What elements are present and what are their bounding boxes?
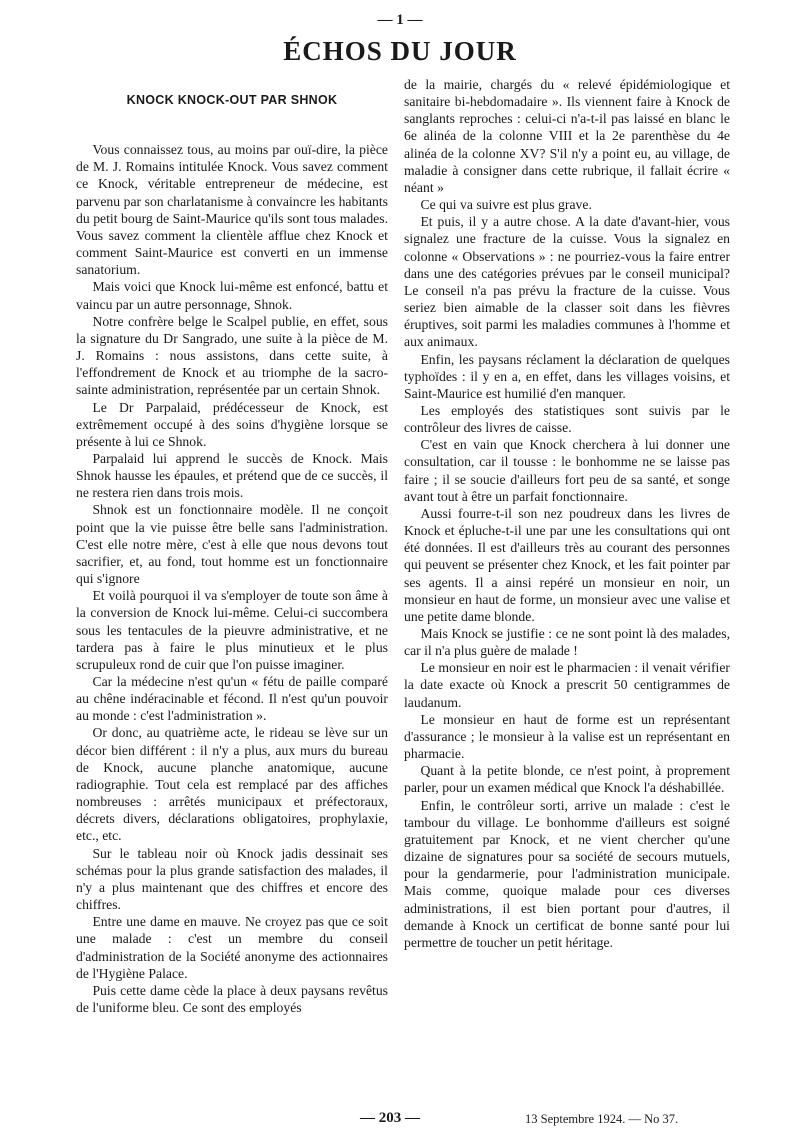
- paragraph: Parpalaid lui apprend le succès de Knock. Mais Shnok hausse les épaules, et prétend que de ce succès, il ne restera rien dans trois mois.: [76, 450, 388, 501]
- paragraph: Entre une dame en mauve. Ne croyez pas que ce soit une malade : c'est un membre du conseil d'administration de la Société anonyme des actionnaires de l'Hygiène Palace.: [76, 914, 388, 981]
- paragraph: Notre confrère belge le Scalpel publie, en effet, sous la signature du Dr Sangrado, une suite à la pièce de M. J. Romains : nous assistons, dans cette suite, à l'effondrement de Knock et au triomphe de la sacro-sainte administration, représentée par un certain Shnok.: [76, 313, 388, 398]
- paragraph: Car la médecine n'est qu'un « fétu de paille comparé au chêne indéracinable et fécond. Il n'est qu'un pouvoir au monde : c'est l'administration ».: [76, 674, 388, 724]
- footer-page-number: — 203 —: [360, 1110, 420, 1126]
- paragraph: Le monsieur en noir est le pharmacien : il venait vérifier la date exacte où Knock a prescrit 50 centigrammes de laudanum.: [404, 660, 730, 710]
- paragraph: Shnok est un fonctionnaire modèle. Il ne conçoit point que la vie puisse être belle sans l'administration. C'est elle notre mère, c'est à elle que nous devons tout sacrifier, et, au fond, tout homme est un fonctionnaire qui s'ignore: [76, 502, 388, 587]
- article-title: KNOCK KNOCK-OUT PAR SHNOK: [126, 93, 338, 107]
- paragraph: Aussi fourre-t-il son nez poudreux dans les livres de Knock et épluche-t-il une par une les consultations qui ont été données. Il est d'ailleurs très au courant des personnes qui peuvent se présenter chez Knock, et les fait pointer par ses agents. Il a ainsi repéré un monsieur en noir, un monsieur en haut de forme, un monsieur avec une valise et une petite dame blonde.: [404, 505, 730, 624]
- paragraph: Les employés des statistiques sont suivis par le contrôleur des livres de caisse.: [404, 402, 730, 436]
- paragraph: Et voilà pourquoi il va s'employer de toute son âme à la conversion de Knock lui-même. Celui-ci succombera sous les tentacules de la pieuvre administrative, et ne tardera pas à faire le plus minutieux et le plus scrupuleux rond de cuir que l'on puisse imaginer.: [76, 588, 388, 672]
- paragraph: Enfin, les paysans réclament la déclaration de quelques typhoïdes : il y en a, en effet, dans les villages voisins, et Saint-Maurice est humilié d'en manquer.: [404, 351, 730, 401]
- paragraph: C'est en vain que Knock cherchera à lui donner une consultation, car il tousse : le bonhomme ne se laisse pas faire ; il se soucie d'ailleurs fort peu de sa santé, et songe avant tout à être un parfait fonctionnaire.: [404, 437, 730, 504]
- paragraph: Le monsieur en haut de forme est un représentant d'assurance ; le monsieur à la valise est un représentant en pharmacie.: [404, 711, 730, 762]
- paragraph: Ce qui va suivre est plus grave.: [420, 197, 592, 213]
- paragraph: Vous connaissez tous, au moins par ouï-dire, la pièce de M. J. Romains intitulée Knock. Vous savez comment ce Knock, véritable entrepreneur de médecine, est parvenu par son charlatanisme à convaincre les habitants du petit bourg de Saint-Maurice qu'ils sont tous malades. Vous savez comment la clientèle afflue chez Knock et comment Saint-Maurice est converti en un immense sanatorium.: [76, 142, 388, 278]
- paragraph: Sur le tableau noir où Knock jadis dessinait ses schémas pour la plus grande satisfaction des malades, il n'y a plus maintenant que des chiffres et encore des chiffres.: [76, 845, 388, 913]
- article-column-right: [404, 76, 730, 951]
- paragraph: Le Dr Parpalaid, prédécesseur de Knock, est extrêmement occupé à des soins d'hygiène lorsque se présente à lui ce Shnok.: [76, 399, 388, 449]
- paragraph: Et puis, il y a autre chose. A la date d'avant-hier, vous signalez une fracture de la cuisse. Vous la signalez en colonne « Observations » : ne pourriez-vous la faire entrer dans une des catégories prévues par le conseil municipal? Le conseil n'a pas prévu la fracture de la cuisse. Vous seriez bien aimable de la classer soit dans les fièvres éruptives, soit parmi les maladies communes à l'homme et aux animaux.: [404, 214, 730, 350]
- article-column-left: [76, 76, 388, 1016]
- paragraph: Or donc, au quatrième acte, le rideau se lève sur un décor bien différent : il n'y a plus, aux murs du bureau de Knock, aucune planche anatomique, aucune radiographie. Tout cela est remplacé par des affiches nombreuses : arrêtés municipaux et préfectoraux, décrets divers, déclarations obligatoires, prophylaxie, etc., etc.: [76, 725, 388, 844]
- paragraph: Mais voici que Knock lui-même est enfoncé, battu et vaincu par un autre personnage, Shnok.: [76, 279, 388, 312]
- paragraph: Mais Knock se justifie : ce ne sont point là des malades, car il n'a plus guère de malade !: [404, 626, 730, 659]
- page-marker: — 1 —: [377, 12, 423, 28]
- masthead-title: ÉCHOS DU JOUR: [283, 36, 517, 66]
- paragraph: Enfin, le contrôleur sorti, arrive un malade : c'est le tambour du village. Le bonhomme d'ailleurs est soigné gratuitement par Knock, et ne vient chercher qu'une dizaine de signatures pour sa société de secours mutuels, pour la gendarmerie, pour l'administration municipale. Mais comme, quoique malade pour ces diverses administrations, il est bien portant pour d'autres, il demande à Knock un certificat de bonne santé pour lui permettre de toucher un petit héritage.: [404, 797, 730, 950]
- footer-date-issue: 13 Septembre 1924. — No 37.: [525, 1112, 679, 1126]
- paragraph: Puis cette dame cède la place à deux paysans revêtus de l'uniforme bleu. Ce sont des employés: [76, 982, 388, 1015]
- paragraph: de la mairie, chargés du « relevé épidémiologique et sanitaire bi-hebdomadaire ». Ils viennent faire à Knock de sanglants reproches : celui-ci n'a-t-il pas laissé en blanc le 6e alinéa de la colonne VIII et la 2e parenthèse du 4e alinéa de la colonne XV? S'il n'y a point eu, au village, de maladie à consigner dans cette rubrique, il fallait écrire « néant »: [404, 77, 730, 195]
- paragraph: Quant à la petite blonde, ce n'est point, à proprement parler, pour un examen médical que Knock l'a déshabillée.: [404, 763, 730, 796]
